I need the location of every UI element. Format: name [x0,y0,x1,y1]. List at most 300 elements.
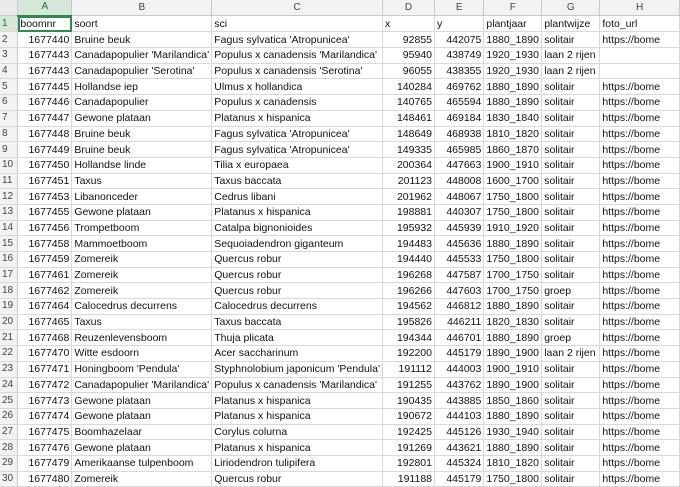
table-row [0,48,680,64]
table-row [0,283,680,299]
column-header-row [0,0,680,16]
cell-h2[interactable]: https://bome [600,32,680,48]
cell-e26[interactable]: 444103 [435,408,484,424]
cell-d1[interactable]: x [382,16,434,32]
table-row [0,189,680,205]
cell-a25[interactable]: 1677473 [18,393,72,409]
cell-b28[interactable]: Gewone plataan [72,440,212,456]
row-header[interactable]: 21 [0,330,18,346]
cell-a28[interactable]: 1677476 [18,440,72,456]
cell-d15[interactable]: 194483 [382,236,434,252]
cell-c19[interactable]: Calocedrus decurrens [212,299,383,315]
cell-h26[interactable]: https://bome [600,408,680,424]
cell-g12[interactable]: solitair [542,189,600,205]
row-header[interactable]: 10 [0,157,18,173]
cell-b13[interactable]: Gewone plataan [72,204,212,220]
cell-a17[interactable]: 1677461 [18,267,72,283]
row-header[interactable]: 20 [0,314,18,330]
row-header[interactable]: 19 [0,299,18,315]
cell-a3[interactable]: 1677443 [18,48,72,64]
cell-a30[interactable]: 1677480 [18,471,72,487]
column-header-f[interactable]: F [484,0,542,16]
cell-c16[interactable]: Quercus robur [212,252,383,268]
cell-g5[interactable]: solitair [542,79,600,95]
cell-c21[interactable]: Thuja plicata [212,330,383,346]
row-header[interactable]: 6 [0,95,18,111]
cell-d30[interactable]: 191188 [382,471,434,487]
cell-a10[interactable]: 1677450 [18,157,72,173]
cell-g13[interactable]: solitair [542,204,600,220]
cell-b4[interactable]: Canadapopulier 'Serotina' [72,63,212,79]
cell-e22[interactable]: 445179 [435,346,484,362]
cell-h19[interactable]: https://bome [600,299,680,315]
cell-h9[interactable]: https://bome [600,142,680,158]
cell-d2[interactable]: 92855 [382,32,434,48]
row-header[interactable]: 30 [0,471,18,487]
cell-h8[interactable]: https://bome [600,126,680,142]
cell-d9[interactable]: 149335 [382,142,434,158]
cell-c30[interactable]: Quercus robur [212,471,383,487]
cell-c27[interactable]: Corylus colurna [212,424,383,440]
cell-f15[interactable]: 1880_1890 [484,236,542,252]
cell-d25[interactable]: 190435 [382,393,434,409]
cell-e6[interactable]: 465594 [435,95,484,111]
cell-b8[interactable]: Bruine beuk [72,126,212,142]
cell-g21[interactable]: groep [542,330,600,346]
cell-f23[interactable]: 1900_1910 [484,361,542,377]
cell-c18[interactable]: Quercus robur [212,283,383,299]
cell-h13[interactable]: https://bome [600,204,680,220]
cell-a9[interactable]: 1677449 [18,142,72,158]
table-row [0,142,680,158]
row-header[interactable]: 25 [0,393,18,409]
cell-e8[interactable]: 468938 [435,126,484,142]
cell-d27[interactable]: 192425 [382,424,434,440]
cell-g24[interactable]: solitair [542,377,600,393]
cell-e29[interactable]: 445324 [435,455,484,471]
cell-a22[interactable]: 1677470 [18,346,72,362]
cell-b29[interactable]: Amerikaanse tulpenboom [72,455,212,471]
cell-d19[interactable]: 194562 [382,299,434,315]
cell-b3[interactable]: Canadapopulier 'Marilandica' [72,48,212,64]
cell-c22[interactable]: Acer saccharinum [212,346,383,362]
cell-e1[interactable]: y [435,16,484,32]
cell-b24[interactable]: Canadapopulier 'Marilandica' [72,377,212,393]
cell-f11[interactable]: 1600_1700 [484,173,542,189]
cell-b20[interactable]: Taxus [72,314,212,330]
cell-f1[interactable]: plantjaar [484,16,542,32]
row-header[interactable]: 24 [0,377,18,393]
cell-d8[interactable]: 148649 [382,126,434,142]
cell-d29[interactable]: 192801 [382,455,434,471]
cell-d22[interactable]: 192200 [382,346,434,362]
table-row [0,361,680,377]
cell-h29[interactable]: https://bome [600,455,680,471]
cell-e11[interactable]: 448008 [435,173,484,189]
cell-a4[interactable]: 1677443 [18,63,72,79]
row-header[interactable]: 17 [0,267,18,283]
table-row [0,63,680,79]
row-header[interactable]: 26 [0,408,18,424]
cell-g9[interactable]: solitair [542,142,600,158]
cell-a20[interactable]: 1677465 [18,314,72,330]
row-header[interactable]: 1 [0,16,18,32]
cell-b14[interactable]: Trompetboom [72,220,212,236]
cell-e21[interactable]: 446701 [435,330,484,346]
cell-e24[interactable]: 443762 [435,377,484,393]
cell-a26[interactable]: 1677474 [18,408,72,424]
cell-h14[interactable]: https://bome [600,220,680,236]
cell-g2[interactable]: solitair [542,32,600,48]
cell-a16[interactable]: 1677459 [18,252,72,268]
cell-h22[interactable]: https://bome [600,346,680,362]
select-all-corner[interactable] [0,0,18,16]
row-header[interactable]: 9 [0,142,18,158]
table-row [0,455,680,471]
cell-h1[interactable]: foto_url [600,16,680,32]
cell-g17[interactable]: solitair [542,267,600,283]
cell-e2[interactable]: 442075 [435,32,484,48]
header-row [0,16,680,32]
cell-c9[interactable]: Fagus sylvatica 'Atropunicea' [212,142,383,158]
cell-e23[interactable]: 444003 [435,361,484,377]
table-row [0,346,680,362]
cell-c8[interactable]: Fagus sylvatica 'Atropunicea' [212,126,383,142]
cell-c12[interactable]: Cedrus libani [212,189,383,205]
cell-a2[interactable]: 1677440 [18,32,72,48]
column-header-e[interactable]: E [435,0,484,16]
cell-h30[interactable]: https://bome [600,471,680,487]
table-row [0,126,680,142]
column-header-c[interactable]: C [212,0,383,16]
row-header[interactable]: 3 [0,48,18,64]
cell-f9[interactable]: 1860_1870 [484,142,542,158]
cell-b6[interactable]: Canadapopulier [72,95,212,111]
cell-e10[interactable]: 447663 [435,157,484,173]
cell-b5[interactable]: Hollandse iep [72,79,212,95]
cell-a14[interactable]: 1677456 [18,220,72,236]
cell-d21[interactable]: 194344 [382,330,434,346]
cell-d6[interactable]: 140765 [382,95,434,111]
cell-f2[interactable]: 1880_1890 [484,32,542,48]
cell-c11[interactable]: Taxus baccata [212,173,383,189]
cell-g19[interactable]: solitair [542,299,600,315]
row-header[interactable]: 29 [0,455,18,471]
cell-g29[interactable]: solitair [542,455,600,471]
cell-b19[interactable]: Calocedrus decurrens [72,299,212,315]
cell-g8[interactable]: solitair [542,126,600,142]
cell-e16[interactable]: 445533 [435,252,484,268]
cell-c5[interactable]: Ulmus x hollandica [212,79,383,95]
cell-e18[interactable]: 447603 [435,283,484,299]
cell-f25[interactable]: 1850_1860 [484,393,542,409]
cell-b26[interactable]: Gewone plataan [72,408,212,424]
cell-e13[interactable]: 440307 [435,204,484,220]
cell-f4[interactable]: 1920_1930 [484,63,542,79]
row-header[interactable]: 11 [0,173,18,189]
cell-a29[interactable]: 1677479 [18,455,72,471]
cell-h23[interactable]: https://bome [600,361,680,377]
cell-d3[interactable]: 95940 [382,48,434,64]
cell-f7[interactable]: 1830_1840 [484,110,542,126]
cell-c25[interactable]: Platanus x hispanica [212,393,383,409]
cell-f21[interactable]: 1880_1890 [484,330,542,346]
cell-b12[interactable]: Libanonceder [72,189,212,205]
cell-f17[interactable]: 1700_1750 [484,267,542,283]
cell-f29[interactable]: 1810_1820 [484,455,542,471]
cell-a6[interactable]: 1677446 [18,95,72,111]
cell-b11[interactable]: Taxus [72,173,212,189]
table-row [0,424,680,440]
cell-b2[interactable]: Bruine beuk [72,32,212,48]
row-header[interactable]: 15 [0,236,18,252]
table-row [0,204,680,220]
cell-d24[interactable]: 191255 [382,377,434,393]
cell-e4[interactable]: 438355 [435,63,484,79]
cell-h11[interactable]: https://bome [600,173,680,189]
cell-h10[interactable]: https://bome [600,157,680,173]
cell-g30[interactable]: solitair [542,471,600,487]
row-header[interactable]: 14 [0,220,18,236]
cell-a7[interactable]: 1677447 [18,110,72,126]
row-header[interactable]: 16 [0,252,18,268]
cell-d4[interactable]: 96055 [382,63,434,79]
column-header-g[interactable]: G [542,0,600,16]
cell-c4[interactable]: Populus x canadensis 'Serotina' [212,63,383,79]
row-header[interactable]: 18 [0,283,18,299]
cell-e27[interactable]: 445126 [435,424,484,440]
cell-e25[interactable]: 443885 [435,393,484,409]
table-row [0,299,680,315]
cell-g15[interactable]: solitair [542,236,600,252]
cell-f28[interactable]: 1880_1890 [484,440,542,456]
cell-f14[interactable]: 1910_1920 [484,220,542,236]
cell-g7[interactable]: solitair [542,110,600,126]
table-row [0,236,680,252]
cell-b23[interactable]: Honingboom 'Pendula' [72,361,212,377]
cell-e5[interactable]: 469762 [435,79,484,95]
cell-e9[interactable]: 465985 [435,142,484,158]
cell-f13[interactable]: 1750_1800 [484,204,542,220]
cell-b1[interactable]: soort [72,16,212,32]
cell-d16[interactable]: 194440 [382,252,434,268]
cell-c23[interactable]: Styphnolobium japonicum 'Pendula' [212,361,383,377]
cell-h16[interactable]: https://bome [600,252,680,268]
row-header[interactable]: 8 [0,126,18,142]
cell-b7[interactable]: Gewone plataan [72,110,212,126]
cell-b30[interactable]: Zomereik [72,471,212,487]
row-header[interactable]: 27 [0,424,18,440]
cell-f26[interactable]: 1880_1890 [484,408,542,424]
row-header[interactable]: 2 [0,32,18,48]
cell-f18[interactable]: 1700_1750 [484,283,542,299]
table-row [0,408,680,424]
cell-g6[interactable]: solitair [542,95,600,111]
column-header-b[interactable]: B [72,0,212,16]
cell-e20[interactable]: 446211 [435,314,484,330]
cell-c1[interactable]: sci [212,16,383,32]
cell-d12[interactable]: 201962 [382,189,434,205]
cell-h5[interactable]: https://bome [600,79,680,95]
cell-h17[interactable]: https://bome [600,267,680,283]
cell-f8[interactable]: 1810_1820 [484,126,542,142]
cell-b27[interactable]: Boomhazelaar [72,424,212,440]
cell-e28[interactable]: 443621 [435,440,484,456]
cell-c7[interactable]: Platanus x hispanica [212,110,383,126]
cell-c24[interactable]: Populus x canadensis 'Marilandica' [212,377,383,393]
cell-f19[interactable]: 1880_1890 [484,299,542,315]
cell-b22[interactable]: Witte esdoorn [72,346,212,362]
cell-b17[interactable]: Zomereik [72,267,212,283]
column-header-a[interactable]: A [18,0,72,16]
table-row [0,110,680,126]
cell-b18[interactable]: Zomereik [72,283,212,299]
cell-c20[interactable]: Taxus baccata [212,314,383,330]
cell-e12[interactable]: 448067 [435,189,484,205]
table-row [0,471,680,487]
cell-g20[interactable]: solitair [542,314,600,330]
cell-e19[interactable]: 446812 [435,299,484,315]
cell-g4[interactable]: laan 2 rijen [542,63,600,79]
cell-f16[interactable]: 1750_1800 [484,252,542,268]
row-header[interactable]: 12 [0,189,18,205]
cell-e14[interactable]: 445939 [435,220,484,236]
cell-d14[interactable]: 195932 [382,220,434,236]
cell-d26[interactable]: 190672 [382,408,434,424]
cell-b25[interactable]: Gewone plataan [72,393,212,409]
cell-b16[interactable]: Zomereik [72,252,212,268]
cell-a19[interactable]: 1677464 [18,299,72,315]
cell-h21[interactable]: https://bome [600,330,680,346]
cell-h6[interactable]: https://bome [600,95,680,111]
cell-d28[interactable]: 191269 [382,440,434,456]
cell-a23[interactable]: 1677471 [18,361,72,377]
cell-d13[interactable]: 198881 [382,204,434,220]
cell-a8[interactable]: 1677448 [18,126,72,142]
cell-f30[interactable]: 1750_1800 [484,471,542,487]
cell-e7[interactable]: 469184 [435,110,484,126]
cell-b10[interactable]: Hollandse linde [72,157,212,173]
cell-h28[interactable]: https://bome [600,440,680,456]
table-row [0,32,680,48]
row-header[interactable]: 4 [0,63,18,79]
cell-f10[interactable]: 1900_1910 [484,157,542,173]
cell-e3[interactable]: 438749 [435,48,484,64]
cell-d18[interactable]: 196266 [382,283,434,299]
cell-d11[interactable]: 201123 [382,173,434,189]
cell-f22[interactable]: 1890_1900 [484,346,542,362]
cell-h4[interactable] [600,63,680,79]
cell-a21[interactable]: 1677468 [18,330,72,346]
cell-c2[interactable]: Fagus sylvatica 'Atropunicea' [212,32,383,48]
cell-a13[interactable]: 1677455 [18,204,72,220]
cell-c14[interactable]: Catalpa bignonioides [212,220,383,236]
row-header[interactable]: 28 [0,440,18,456]
cell-d20[interactable]: 195826 [382,314,434,330]
cell-h27[interactable]: https://bome [600,424,680,440]
cell-c3[interactable]: Populus x canadensis 'Marilandica' [212,48,383,64]
cell-g18[interactable]: groep [542,283,600,299]
cell-g16[interactable]: solitair [542,252,600,268]
cell-a12[interactable]: 1677453 [18,189,72,205]
cell-c6[interactable]: Populus x canadensis [212,95,383,111]
row-header[interactable]: 13 [0,204,18,220]
cell-a11[interactable]: 1677451 [18,173,72,189]
cell-d7[interactable]: 148461 [382,110,434,126]
cell-e17[interactable]: 447587 [435,267,484,283]
cell-g23[interactable]: solitair [542,361,600,377]
cell-c13[interactable]: Platanus x hispanica [212,204,383,220]
table-row [0,267,680,283]
cell-f20[interactable]: 1820_1830 [484,314,542,330]
cell-a18[interactable]: 1677462 [18,283,72,299]
cell-e15[interactable]: 445636 [435,236,484,252]
cell-g1[interactable]: plantwijze [542,16,600,32]
cell-a1[interactable]: boomnr [18,16,72,32]
cell-a24[interactable]: 1677472 [18,377,72,393]
cell-d23[interactable]: 191112 [382,361,434,377]
cell-h15[interactable]: https://bome [600,236,680,252]
cell-g3[interactable]: laan 2 rijen [542,48,600,64]
cell-c15[interactable]: Sequoiadendron giganteum [212,236,383,252]
cell-g27[interactable]: solitair [542,424,600,440]
cell-g28[interactable]: solitair [542,440,600,456]
cell-d5[interactable]: 140284 [382,79,434,95]
cell-b21[interactable]: Reuzenlevensboom [72,330,212,346]
cell-h20[interactable]: https://bome [600,314,680,330]
cell-c26[interactable]: Platanus x hispanica [212,408,383,424]
cell-g22[interactable]: laan 2 rijen [542,346,600,362]
cell-f3[interactable]: 1920_1930 [484,48,542,64]
cell-c10[interactable]: Tilia x europaea [212,157,383,173]
cell-h25[interactable]: https://bome [600,393,680,409]
cell-h3[interactable] [600,48,680,64]
row-header[interactable]: 5 [0,79,18,95]
table-row [0,157,680,173]
cell-h18[interactable]: https://bome [600,283,680,299]
cell-f5[interactable]: 1880_1890 [484,79,542,95]
cell-c17[interactable]: Quercus robur [212,267,383,283]
row-header[interactable]: 7 [0,110,18,126]
cell-h12[interactable]: https://bome [600,189,680,205]
cell-g10[interactable]: solitair [542,157,600,173]
cell-g25[interactable]: solitair [542,393,600,409]
cell-g26[interactable]: solitair [542,408,600,424]
cell-a5[interactable]: 1677445 [18,79,72,95]
cell-g11[interactable]: solitair [542,173,600,189]
cell-h7[interactable]: https://bome [600,110,680,126]
cell-a15[interactable]: 1677458 [18,236,72,252]
cell-f24[interactable]: 1890_1900 [484,377,542,393]
cell-f6[interactable]: 1880_1890 [484,95,542,111]
row-header[interactable]: 22 [0,346,18,362]
cell-b15[interactable]: Mammoetboom [72,236,212,252]
column-header-h[interactable]: H [600,0,680,16]
cell-e30[interactable]: 445179 [435,471,484,487]
cell-f27[interactable]: 1930_1940 [484,424,542,440]
cell-c28[interactable]: Platanus x hispanica [212,440,383,456]
column-header-d[interactable]: D [382,0,434,16]
row-header[interactable]: 23 [0,361,18,377]
cell-h24[interactable]: https://bome [600,377,680,393]
cell-g14[interactable]: solitair [542,220,600,236]
cell-d17[interactable]: 196268 [382,267,434,283]
cell-a27[interactable]: 1677475 [18,424,72,440]
cell-d10[interactable]: 200364 [382,157,434,173]
cell-f12[interactable]: 1750_1800 [484,189,542,205]
cell-b9[interactable]: Bruine beuk [72,142,212,158]
cell-c29[interactable]: Liriodendron tulipifera [212,455,383,471]
